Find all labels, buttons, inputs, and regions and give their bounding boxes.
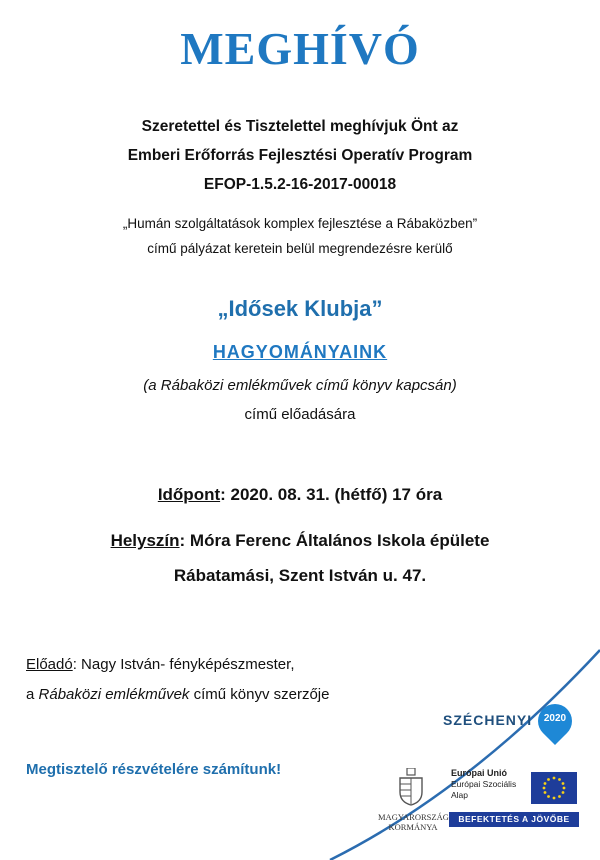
project-title: „Humán szolgáltatások komplex fejlesztése a Rábaközben”: [122, 216, 478, 231]
gov-line-2: KORMÁNYA: [388, 822, 438, 832]
intro-line-2: Emberi Erőforrás Fejlesztési Operatív Program: [127, 147, 473, 164]
closing-message: Megtisztelő részvételére számítunk!: [26, 761, 282, 778]
event-address: Rábatamási, Szent István u. 47.: [173, 566, 427, 585]
event-topic: HAGYOMÁNYAINK: [212, 342, 388, 362]
event-place: [0, 531, 600, 551]
presenter-book-suffix: című könyv szerzője: [189, 686, 330, 703]
presenter-book-title: Rábaközi emlékművek: [38, 686, 190, 703]
szechenyi-year: 2020: [543, 713, 567, 724]
government-logo-text: [378, 812, 448, 832]
presenter-label: Előadó: [26, 656, 73, 673]
eu-logo-text: [451, 768, 521, 801]
eu-line-3: Alap: [451, 790, 469, 800]
event-subtitle: (a Rábaközi emlékművek című könyv kapcsán): [143, 377, 457, 394]
eu-line-1: Európai Unió: [451, 768, 507, 778]
presenter-book-prefix: a: [26, 686, 39, 703]
club-name: „Idősek Klubja”: [217, 296, 383, 321]
page-title: MEGHÍVÓ: [180, 23, 420, 74]
time-label: Időpont: [157, 485, 221, 504]
event-time: [0, 485, 600, 505]
time-value: : 2020. 08. 31. (hétfő) 17 óra: [220, 485, 443, 504]
gov-line-1: MAGYARORSZÁG: [378, 812, 449, 822]
event-suffix: című előadására: [244, 406, 356, 423]
intro-line-1: Szeretettel és Tisztelettel meghívjuk Önt az: [141, 118, 459, 135]
eu-flag-icon: [531, 772, 577, 804]
presenter-book-line: [26, 686, 329, 703]
project-code: EFOP-1.5.2-16-2017-00018: [203, 176, 397, 193]
place-value: : Móra Ferenc Általános Iskola épülete: [179, 531, 490, 550]
presenter-value: : Nagy István- fényképészmester,: [72, 656, 295, 673]
place-label: Helyszín: [110, 531, 180, 550]
hungarian-coat-of-arms-icon: [396, 768, 426, 806]
szechenyi-logo-text: SZÉCHENYI: [443, 712, 533, 728]
invest-banner: BEFEKTETÉS A JÖVŐBE: [449, 812, 579, 827]
eu-line-2: Európai Szociális: [451, 779, 517, 789]
project-context: című pályázat keretein belül megrendezésre kerülő: [147, 241, 453, 256]
presenter-line: [26, 656, 294, 673]
